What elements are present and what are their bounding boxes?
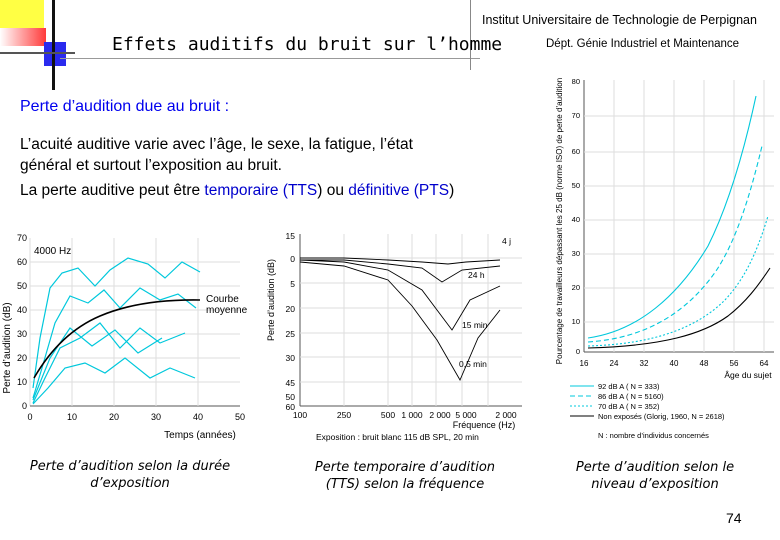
x-axis-label: Temps (années) — [164, 430, 236, 441]
y-tick: 0 — [575, 347, 580, 356]
y-axis-label: Pourcentage de travailleurs dépassant les 25 dB (norme ISO) de perte d’audition — [555, 77, 564, 365]
x-tick: 50 — [234, 412, 246, 422]
institution-name: Institut Universitaire de Technologie de Perpignan — [482, 13, 757, 27]
y-axis-label: Perte d’audition (dB) — [2, 302, 13, 394]
legend-note: N : nombre d’individus concernés — [598, 431, 709, 440]
caption-line: d’exposition — [90, 476, 170, 491]
y-tick: 30 — [571, 249, 580, 258]
caption-tts — [290, 459, 520, 493]
section-heading: Perte d’audition due au bruit : — [20, 98, 230, 115]
y-tick: 80 — [571, 77, 580, 86]
y-tick: 25 — [285, 329, 295, 339]
text-span: ) — [449, 182, 455, 199]
y-tick: 70 — [16, 233, 27, 243]
x-axis-label: Fréquence (Hz) — [452, 420, 516, 430]
caption-line: niveau d’exposition — [591, 477, 719, 492]
x-tick: 5 000 — [455, 410, 477, 420]
y-tick: 50 — [571, 181, 580, 190]
legend-text: moyenne — [206, 305, 248, 316]
legend-text: Courbe — [206, 294, 239, 305]
text-span: La perte auditive peut être — [20, 182, 205, 199]
y-tick: 20 — [16, 353, 27, 363]
y-tick: 60 — [571, 147, 580, 156]
x-tick: 16 — [579, 359, 589, 368]
caption-line: Perte d’audition selon le — [575, 460, 735, 475]
data-curve — [33, 258, 200, 388]
caption-exposure-level — [560, 459, 750, 493]
frequency-label: 4000 Hz — [34, 246, 72, 257]
curve-label: 4 j — [502, 236, 511, 246]
y-tick: 0 — [21, 401, 27, 411]
y-tick: 70 — [571, 111, 580, 120]
caption-line: Perte d’audition selon la durée — [29, 459, 231, 474]
x-tick: 500 — [380, 410, 396, 420]
x-axis-label: Âge du sujet — [724, 370, 772, 380]
legend-item: 70 dB A ( N = 352) — [598, 402, 660, 411]
x-tick: 20 — [108, 412, 120, 422]
curve-label: 15 min — [462, 320, 488, 330]
y-tick: 5 — [290, 279, 295, 289]
curve-label: 24 h — [468, 270, 485, 280]
x-tick: 64 — [759, 359, 769, 368]
y-tick: 20 — [571, 283, 580, 292]
y-tick: 10 — [16, 377, 27, 387]
y-tick: 30 — [16, 329, 27, 339]
y-tick: 40 — [571, 215, 580, 224]
paragraph-loss-types — [20, 182, 454, 200]
department-name: Dépt. Génie Industriel et Maintenance — [546, 38, 740, 50]
caption-duration — [20, 458, 240, 492]
y-tick: 40 — [16, 305, 27, 315]
legend-item: 92 dB A ( N = 333) — [598, 382, 660, 391]
logo-horizontal-line — [0, 52, 75, 54]
header-rule — [60, 58, 480, 59]
logo-red-square — [0, 28, 46, 46]
y-tick: 50 — [16, 281, 27, 291]
y-tick: 20 — [285, 304, 295, 314]
legend-item: Non exposés (Glorig, 1960, N = 2618) — [598, 412, 725, 421]
x-tick: 40 — [192, 412, 204, 422]
pts-term: définitive (PTS — [348, 182, 450, 199]
curve-label: 0,5 min — [459, 359, 487, 369]
legend-item: 86 dB A ( N = 5160) — [598, 392, 664, 401]
text-span: ) ou — [317, 182, 349, 199]
paragraph-line: L’acuité auditive varie avec l’âge, le sexe, la fatigue, l’état — [20, 136, 413, 153]
logo-blue-square — [44, 42, 66, 66]
x-tick: 40 — [669, 359, 679, 368]
y-tick: 45 — [285, 378, 295, 388]
x-tick: 10 — [66, 412, 78, 422]
figure-tts-frequency — [262, 230, 532, 445]
x-tick: 1 000 — [401, 410, 423, 420]
tts-term: temporaire (TTS — [204, 182, 318, 199]
exposure-note: Exposition : bruit blanc 115 dB SPL, 20 min — [316, 432, 479, 442]
y-tick: 10 — [571, 317, 580, 326]
slide-title: Effets auditifs du bruit sur l’homme — [112, 34, 503, 55]
x-tick: 32 — [639, 359, 649, 368]
paragraph-line: général et surtout l’exposition au bruit. — [20, 157, 282, 174]
y-tick: 60 — [16, 257, 27, 267]
x-tick: 0 — [27, 412, 33, 422]
curve-non-exposed — [588, 268, 770, 348]
curve-70dba — [588, 216, 768, 346]
figure-duration-exposure — [0, 228, 255, 448]
logo-vertical-line — [52, 0, 55, 90]
x-tick: 250 — [336, 410, 352, 420]
average-curve — [34, 300, 200, 378]
figure-exposure-level — [548, 76, 778, 446]
x-tick: 48 — [699, 359, 709, 368]
y-tick: 60 — [285, 402, 295, 412]
x-tick: 56 — [729, 359, 739, 368]
curve-92dba — [588, 96, 756, 338]
x-tick: 2 000 — [495, 410, 517, 420]
x-tick: 24 — [609, 359, 619, 368]
y-tick: 50 — [285, 392, 295, 402]
y-axis-label: Perte d’audition (dB) — [266, 258, 276, 342]
y-tick: 0 — [290, 254, 295, 264]
data-curve — [33, 323, 185, 403]
page-number: 74 — [726, 510, 742, 526]
paragraph-acuity — [20, 134, 540, 176]
x-tick: 2 000 — [429, 410, 451, 420]
caption-line: Perte temporaire d’audition — [314, 460, 496, 475]
caption-line: (TTS) selon la fréquence — [325, 477, 485, 492]
y-tick: 30 — [285, 353, 295, 363]
x-tick: 100 — [292, 410, 308, 420]
y-tick: 15 — [285, 231, 295, 241]
x-tick: 30 — [150, 412, 162, 422]
